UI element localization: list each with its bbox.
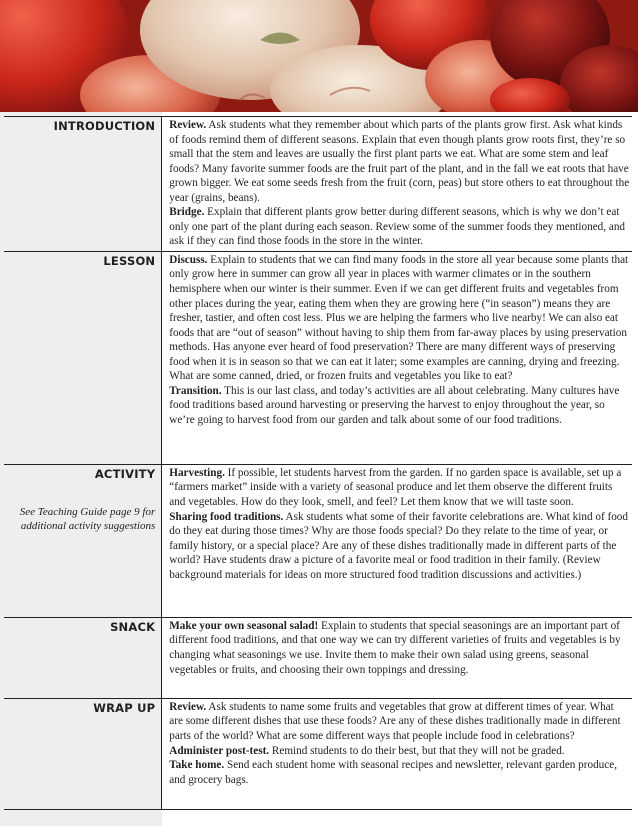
paragraph	[169, 384, 630, 428]
section-text-cell	[162, 117, 632, 252]
paragraph-lead: Bridge.	[169, 206, 205, 219]
teaching-guide-note: See Teaching Guide page 9 for additional activity suggestions	[19, 505, 156, 532]
paragraph	[169, 758, 630, 787]
paragraph	[169, 510, 630, 583]
section-body-lesson	[162, 252, 632, 430]
lesson-plan-table	[4, 116, 632, 810]
section-label-snack: SNACK	[110, 619, 156, 634]
paragraph-text: Explain to students that we can find many foods in the store all year because some plants that only grow here in summer can grow all year in places with warmer climates or in the southern hemisphere when our winter is their summer. Even if we can get different fruits and vegetables from other places during the year, eating them when they are growing here (“in season”) means they are fresher, tastier, and often cost less. Plus we are helping the farmers who live nearby! We can also eat foods that are “out of season” without having to ship them from far-away places by using preservation methods. Has anyone ever heard of food preservation? There are many different ways of preserving food when it is in season so that we can eat it later; some examples are canning, drying and freezing. What are some canned, dried, or frozen fruits and vegetables you like to eat?	[169, 253, 629, 383]
paragraph-text: Send each student home with seasonal recipes and newsletter, relevant garden produce, and grocery bags.	[169, 759, 618, 786]
section-body-activity	[162, 465, 632, 584]
paragraph	[169, 253, 630, 384]
paragraph	[169, 744, 630, 759]
paragraph-text: Remind students to do their best, but that they will not be graded.	[269, 744, 565, 757]
section-label-cell	[4, 117, 162, 252]
paragraph-lead: Review.	[169, 119, 207, 131]
section-label-wrap-up: WRAP UP	[93, 700, 156, 715]
section-text-cell	[162, 698, 632, 809]
section-text-cell	[162, 251, 632, 464]
section-body-introduction	[162, 117, 632, 251]
section-body-snack	[162, 618, 632, 679]
section-row-snack	[4, 617, 632, 698]
section-row-wrap-up	[4, 698, 632, 809]
paragraph-text: Ask students what they remember about which parts of the plants grow first. Ask what kinds of foods remind them of different seasons. Explain that even though plants grow roots first, they’re so small that the stem and leaves are usually the first plant parts we eat. What are some stem and leaf foods? Many favorite summer foods are the fruit part of the plant, and in the fall we eat roots that have grown bigger. We eat some seeds fresh from the fruit (corn, peas) but store others to eat throughout the year (grains, beans).	[169, 119, 630, 204]
paragraph	[169, 205, 630, 249]
section-label-cell	[4, 617, 162, 698]
paragraph-text: Ask students what some of their favorite celebrations are. What kind of food do they eat during those times? Why are those foods special? Do they relate to the time of year, or family history, or a special place? Are any of these dishes traditionally made in different parts of the world? Have students draw a picture of a favorite meal or food tradition in their family. (Review background materials for ideas on more structured food tradition discussions and activities.)	[169, 510, 628, 581]
section-row-activity	[4, 464, 632, 617]
section-body-wrap-up	[162, 699, 632, 789]
paragraph-text: Ask students to name some fruits and vegetables that grow at different times of year. What are some different dishes that use these foods? Are any of these dishes traditionally made in different parts of the world? What are some different ways that people include food in celebrations?	[169, 700, 621, 743]
paragraph-lead: Discuss.	[169, 253, 208, 266]
paragraph-lead: Transition.	[169, 384, 222, 397]
section-label-cell	[4, 698, 162, 809]
paragraph	[169, 619, 630, 677]
section-label-activity: ACTIVITY	[94, 466, 156, 481]
paragraph	[169, 118, 630, 205]
paragraph-text: Explain to students that special seasonings are an important part of different food traditions, and that one way we can try different varieties of fruits and vegetables is by changing what seasonings we use. Invite them to make their own salad using greens, seasonal vegetables or fruits, and choosing their own toppings and dressing.	[169, 619, 621, 676]
section-row-introduction	[4, 117, 632, 252]
paragraph-lead: Harvesting.	[169, 466, 225, 479]
paragraph-text: Explain that different plants grow better during different seasons, which is why we don’t eat only one part of the plant during each season. Review some of the summer foods they mentioned, and ask if they can find those foods in the store in the winter.	[169, 206, 626, 248]
paragraph-lead: Sharing food traditions.	[169, 510, 284, 523]
paragraph	[169, 466, 630, 510]
section-label-lesson: LESSON	[103, 253, 156, 268]
paragraph-text: This is our last class, and today’s activities are all about celebrating. Many cultures have food traditions based around harvesting or preserving the harvest to enjoy throughout the year, so we’re going to harvest food from our garden and talk about some of our food traditions.	[169, 384, 620, 426]
section-label-cell	[4, 464, 162, 617]
paragraph-text: If possible, let students harvest from the garden. If no garden space is available, set up a “farmers market” inside with a variety of seasonal produce and let them observe the different fruits and vegetables. How do they look, smell, and feel? Let them know that we will taste soon.	[169, 466, 622, 509]
paragraph-lead: Make your own seasonal salad!	[169, 619, 319, 632]
section-text-cell	[162, 617, 632, 698]
paragraph	[169, 700, 630, 744]
tomato-photo-illustration	[0, 0, 638, 112]
paragraph-lead: Take home.	[169, 759, 225, 772]
paragraph-lead: Review.	[169, 700, 207, 713]
tomato-banner-image	[0, 0, 638, 112]
section-row-lesson	[4, 251, 632, 464]
paragraph-lead: Administer post-test.	[169, 744, 270, 757]
section-label-introduction: INTRODUCTION	[53, 119, 156, 133]
section-text-cell	[162, 464, 632, 617]
section-label-cell	[4, 251, 162, 464]
